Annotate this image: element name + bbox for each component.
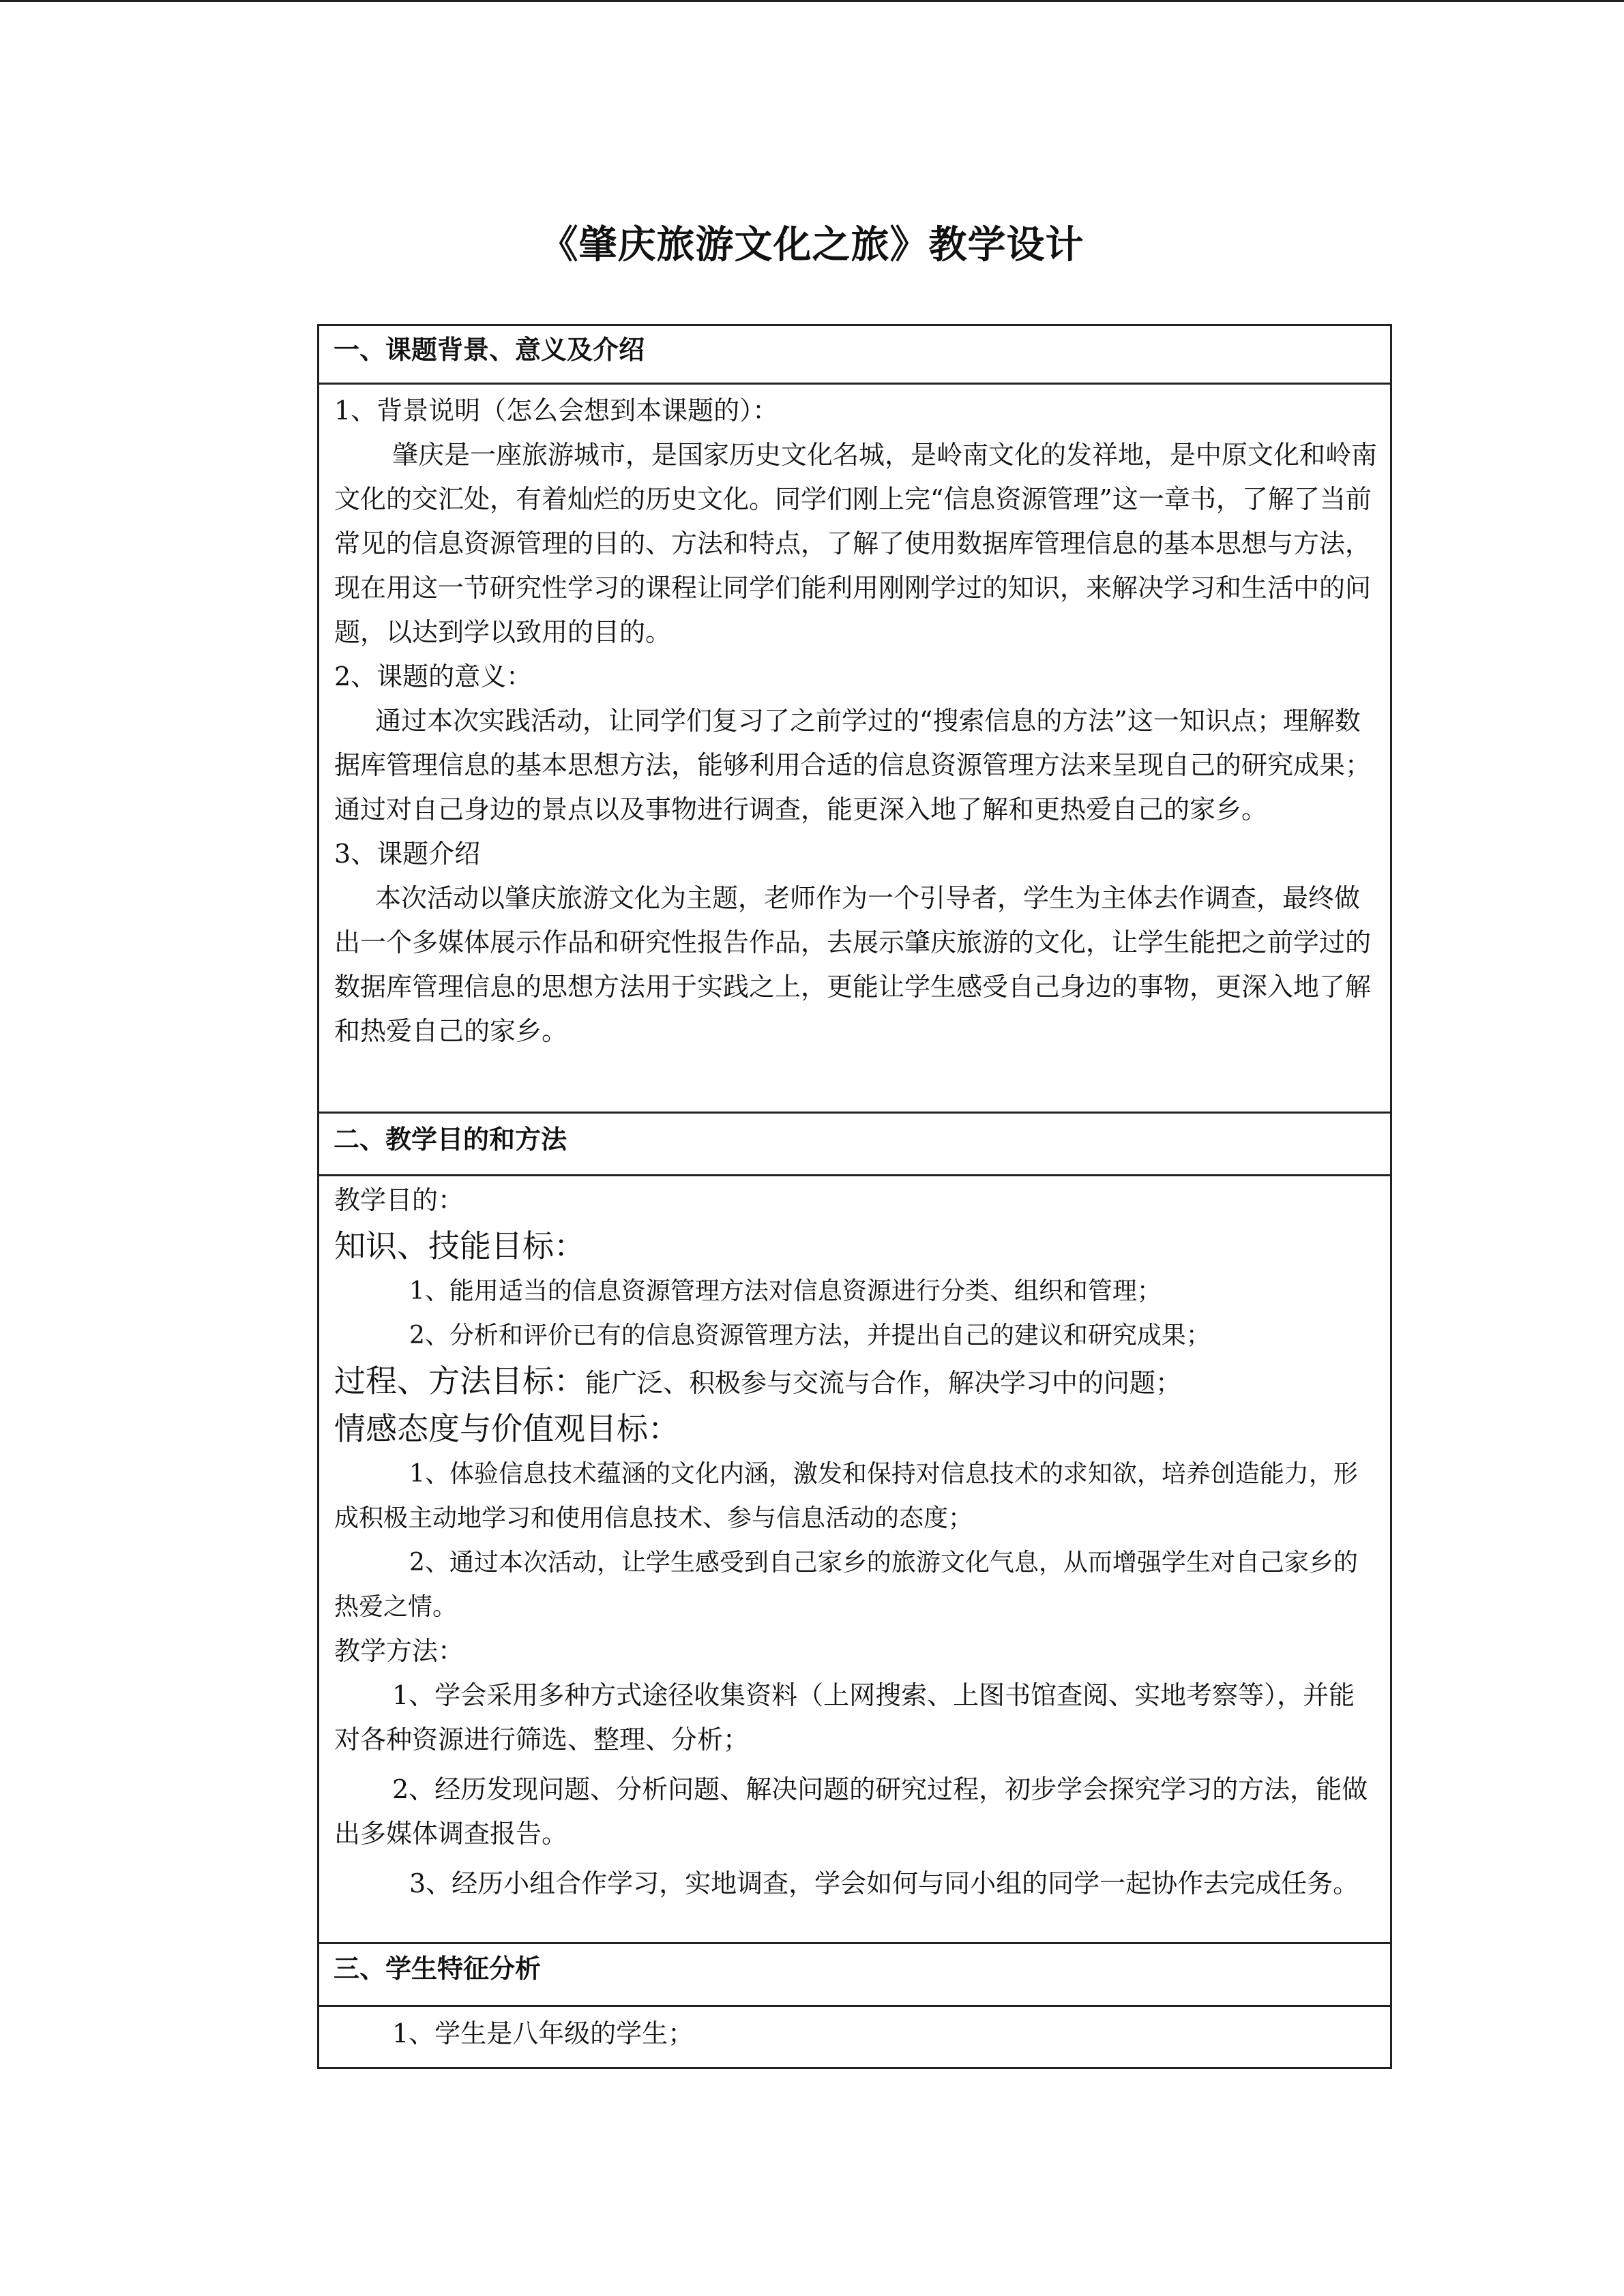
process-label: 过程、方法目标： xyxy=(334,1362,585,1399)
section2-heading: 二、教学目的和方法 xyxy=(334,1124,567,1154)
method-item-1: 1、学会采用多种方式途径收集资料（上网搜索、上图书馆查阅、实地考察等），并能对各种资源进行筛选、整理、分析； xyxy=(334,1680,1355,1755)
intro-text: 本次活动以肇庆旅游文化为主题，老师作为一个引导者，学生为主体去作调查，最终做出一个多媒体展示作品和研究性报告作品，去展示肇庆旅游的文化，让学生能把之前学过的数据库管理信息的思想方法用于实践之上，更能让学生感受自己身边的事物，更深入地了解和热爱自己的家乡。 xyxy=(334,883,1372,1046)
section3-heading: 三、学生特征分析 xyxy=(334,1953,542,1984)
meaning-label: 2、课题的意义： xyxy=(334,661,533,691)
emotion-item-1: 1、体验信息技术蕴涵的文化内涵，激发和保持对信息技术的求知欲，培养创造能力，形成积极主动地学习和使用信息技术、参与信息活动的态度； xyxy=(334,1460,1358,1532)
process-text: 能广泛、积极参与交流与合作，解决学习中的问题； xyxy=(585,1368,1182,1398)
section3-heading-rule xyxy=(317,2005,1392,2007)
knowledge-item-2: 2、分析和评价已有的信息资源管理方法，并提出自己的建议和研究成果； xyxy=(409,1322,1211,1350)
document-title: 《肇庆旅游文化之旅》教学设计 xyxy=(540,222,1084,267)
knowledge-label: 知识、技能目标： xyxy=(334,1227,585,1264)
section3-top-rule xyxy=(317,1942,1392,1944)
emotion-item-2: 2、通过本次活动，让学生感受到自己家乡的旅游文化气息，从而增强学生对自己家乡的热爱之情。 xyxy=(334,1549,1358,1621)
section2-content xyxy=(334,1178,1378,1906)
background-label: 1、背景说明（怎么会想到本课题的）： xyxy=(334,396,779,426)
section3-content xyxy=(334,2012,1378,2056)
student-item-1: 1、学生是八年级的学生； xyxy=(392,2018,694,2048)
page-top-border xyxy=(0,0,1624,2)
section1-content xyxy=(334,389,1378,1054)
method-item-3: 3、经历小组合作学习，实地调查，学会如何与同小组的同学一起协作去完成任务。 xyxy=(409,1868,1359,1898)
methods-label: 教学方法： xyxy=(334,1636,464,1666)
section1-heading-rule xyxy=(317,383,1392,385)
process-goal xyxy=(334,1358,1378,1405)
meaning-text: 通过本次实践活动，让同学们复习了之前学过的“搜索信息的方法”这一知识点；理解数据库管理信息的基本思想方法，能够利用合适的信息资源管理方法来呈现自己的研究成果；通过对自己身边的景点以及事物进行调查，能更深入地了解和更热爱自己的家乡。 xyxy=(334,706,1372,824)
section1-heading: 一、课题背景、意义及介绍 xyxy=(334,334,645,365)
section2-heading-rule xyxy=(317,1174,1392,1176)
method-item-2: 2、经历发现问题、分析问题、解决问题的研究过程，初步学会探究学习的方法，能做出多媒体调查报告。 xyxy=(334,1774,1368,1849)
knowledge-item-1: 1、能用适当的信息资源管理方法对信息资源进行分类、组织和管理； xyxy=(409,1277,1162,1305)
goals-label: 教学目的： xyxy=(334,1185,464,1215)
emotion-label: 情感态度与价值观目标： xyxy=(334,1410,679,1447)
section2-top-rule xyxy=(317,1112,1392,1114)
intro-label: 3、课题介绍 xyxy=(334,839,481,869)
background-text: 肇庆是一座旅游城市，是国家历史文化名城，是岭南文化的发祥地，是中原文化和岭南文化的交汇处，有着灿烂的历史文化。同学们刚上完“信息资源管理”这一章书，了解了当前常见的信息资源管理的目的、方法和特点，了解了使用数据库管理信息的基本思想与方法，现在用这一节研究性学习的课程让同学们能利用刚刚学过的知识，来解决学习和生活中的问题，以达到学以致用的目的。 xyxy=(334,440,1378,647)
